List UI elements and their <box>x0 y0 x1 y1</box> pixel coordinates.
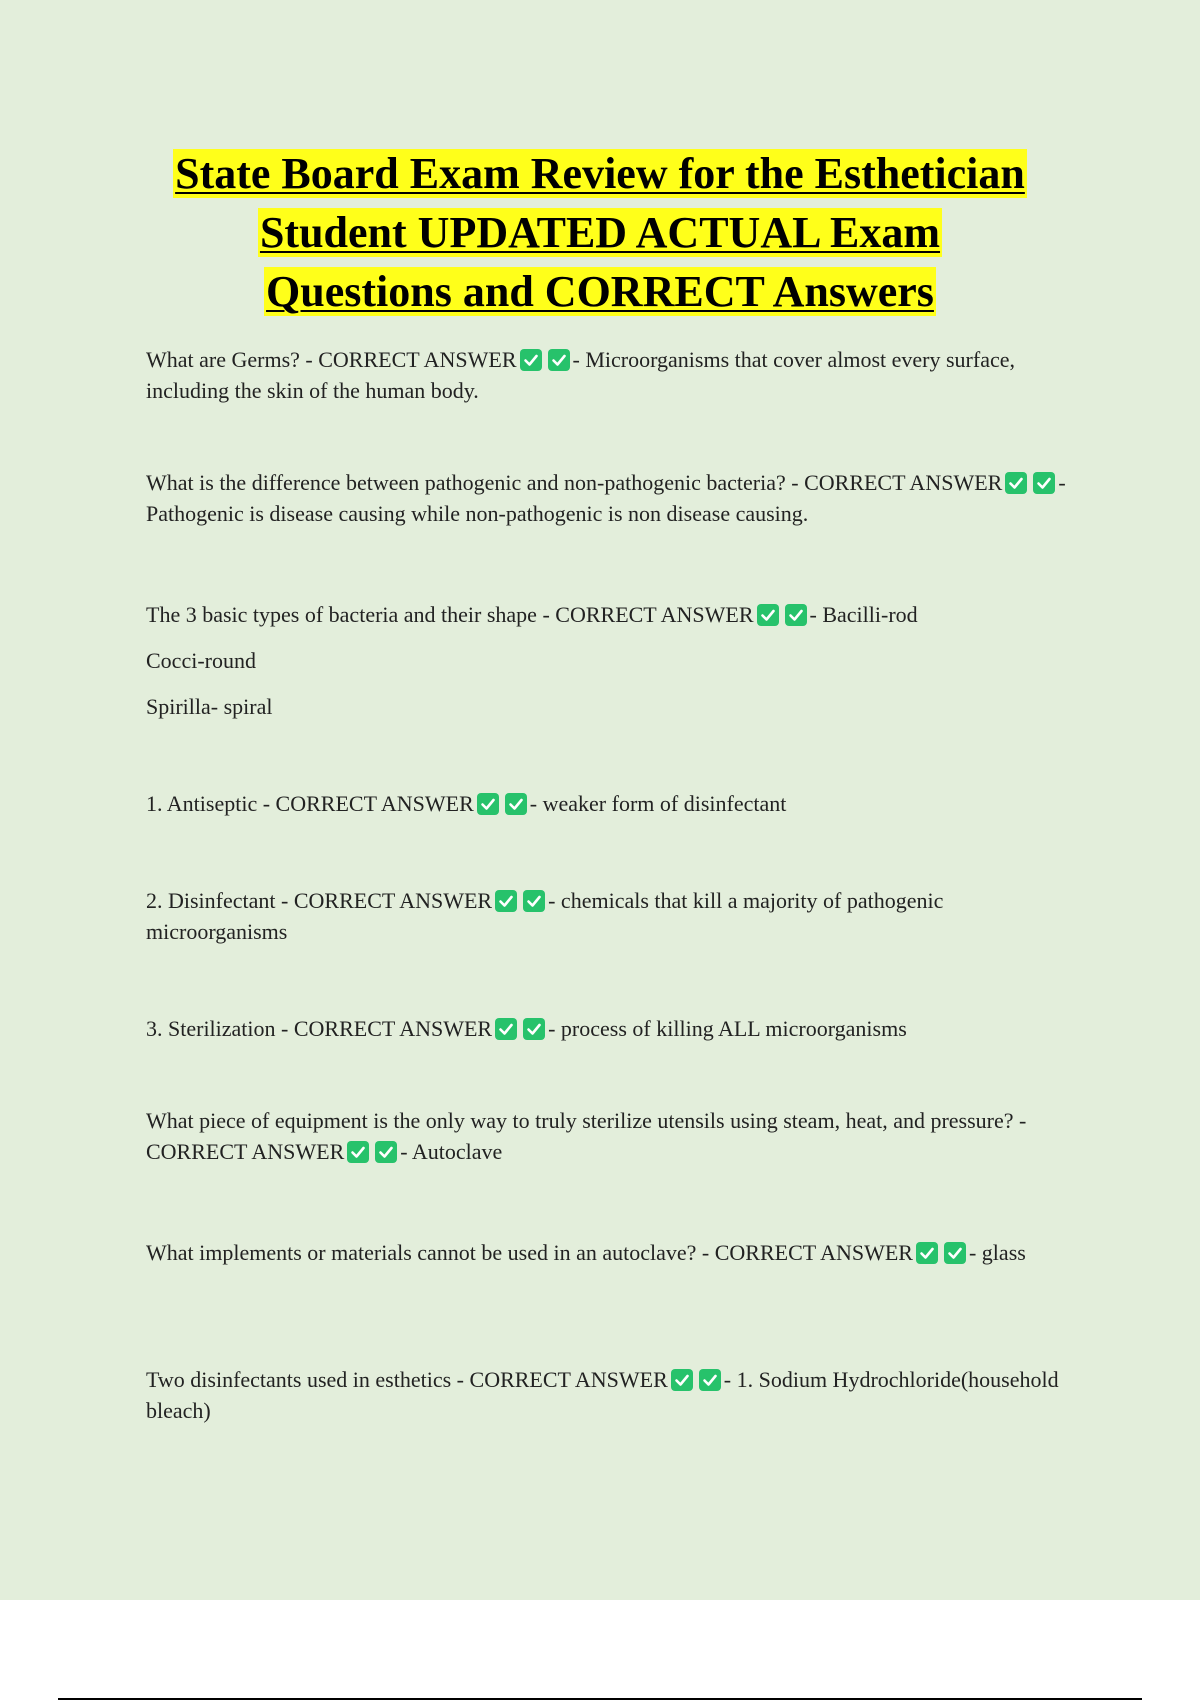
check-box-icon <box>785 604 807 626</box>
qa-line <box>146 1013 1076 1044</box>
answer-text: - weaker form of disinfectant <box>529 791 787 816</box>
qa-item <box>146 467 1076 529</box>
question-text: 3. Sterilization - <box>146 1016 294 1041</box>
answer-text: - Bacilli-rod <box>809 602 918 627</box>
question-text: Two disinfectants used in esthetics - <box>146 1367 470 1392</box>
qa-item <box>146 1364 1076 1426</box>
answer-text: - Microorganisms that cover almost every surface, including the skin of the human body. <box>146 347 1016 403</box>
qa-line <box>146 788 1076 819</box>
check-box-icon <box>495 1018 517 1040</box>
answer-text: - process of killing ALL microorganisms <box>548 1016 907 1041</box>
question-text: What is the difference between pathogenic and non-pathogenic bacteria? - <box>146 470 805 495</box>
qa-item <box>146 788 1076 819</box>
answer-text: - Autoclave <box>400 1139 503 1164</box>
check-box-icon <box>347 1141 369 1163</box>
question-text: The 3 basic types of bacteria and their shape - <box>146 602 556 627</box>
check-box-icon <box>477 793 499 815</box>
check-box-icon <box>523 890 545 912</box>
qa-item <box>146 885 1076 947</box>
qa-line <box>146 1105 1076 1167</box>
check-box-icon <box>944 1242 966 1264</box>
check-box-icon <box>671 1369 693 1391</box>
check-box-icon <box>757 604 779 626</box>
qa-line <box>146 885 1076 947</box>
question-text: What are Germs? - <box>146 347 319 372</box>
qa-line <box>146 467 1076 529</box>
title-line: State Board Exam Review for the Esthetician <box>175 149 1025 198</box>
qa-item <box>146 344 1076 406</box>
check-box-icon <box>916 1242 938 1264</box>
answer-text: - 1. Sodium Hydrochloride(household bleach) <box>146 1367 1059 1423</box>
correct-answer-label: CORRECT ANSWER <box>469 1367 668 1392</box>
qa-item <box>146 1237 1076 1268</box>
qa-line <box>146 1364 1076 1426</box>
title-line: Student UPDATED ACTUAL Exam <box>259 208 941 257</box>
correct-answer-label: CORRECT ANSWER <box>293 1016 493 1041</box>
correct-answer-label: CORRECT ANSWER <box>714 1240 913 1265</box>
qa-item <box>146 599 1076 722</box>
qa-line <box>146 1237 1076 1268</box>
correct-answer-label: CORRECT ANSWER <box>555 602 754 627</box>
answer-text: - chemicals that kill a majority of pathogenic microorganisms <box>146 888 944 944</box>
qa-item <box>146 1105 1076 1167</box>
check-box-icon <box>505 793 527 815</box>
answer-text: - glass <box>968 1240 1026 1265</box>
qa-line <box>146 599 1076 630</box>
question-text: 2. Disinfectant - <box>146 888 294 913</box>
correct-answer-label: CORRECT ANSWER <box>146 1139 345 1164</box>
correct-answer-label: CORRECT ANSWER <box>804 470 1003 495</box>
correct-answer-label: CORRECT ANSWER <box>318 347 517 372</box>
document-title <box>100 144 1100 321</box>
check-box-icon <box>523 1018 545 1040</box>
check-box-icon <box>495 890 517 912</box>
check-box-icon <box>375 1141 397 1163</box>
answer-extra-line: Cocci-round <box>146 648 256 673</box>
check-box-icon <box>1033 472 1055 494</box>
check-box-icon <box>548 349 570 371</box>
title-line: Questions and CORRECT Answers <box>266 267 934 316</box>
answer-text: - Pathogenic is disease causing while non-pathogenic is non disease causing. <box>146 470 1066 526</box>
correct-answer-label: CORRECT ANSWER <box>293 888 493 913</box>
question-text: 1. Antiseptic - <box>146 791 276 816</box>
question-text: What piece of equipment is the only way to truly sterilize utensils using steam, heat, and pressure? - <box>146 1108 1027 1133</box>
qa-line <box>146 344 1076 406</box>
qa-item <box>146 1013 1076 1044</box>
check-box-icon <box>699 1369 721 1391</box>
answer-extra-line: Spirilla- spiral <box>146 694 273 719</box>
check-box-icon <box>520 349 542 371</box>
correct-answer-label: CORRECT ANSWER <box>275 791 474 816</box>
question-text: What implements or materials cannot be used in an autoclave? - <box>146 1240 715 1265</box>
check-box-icon <box>1005 472 1027 494</box>
